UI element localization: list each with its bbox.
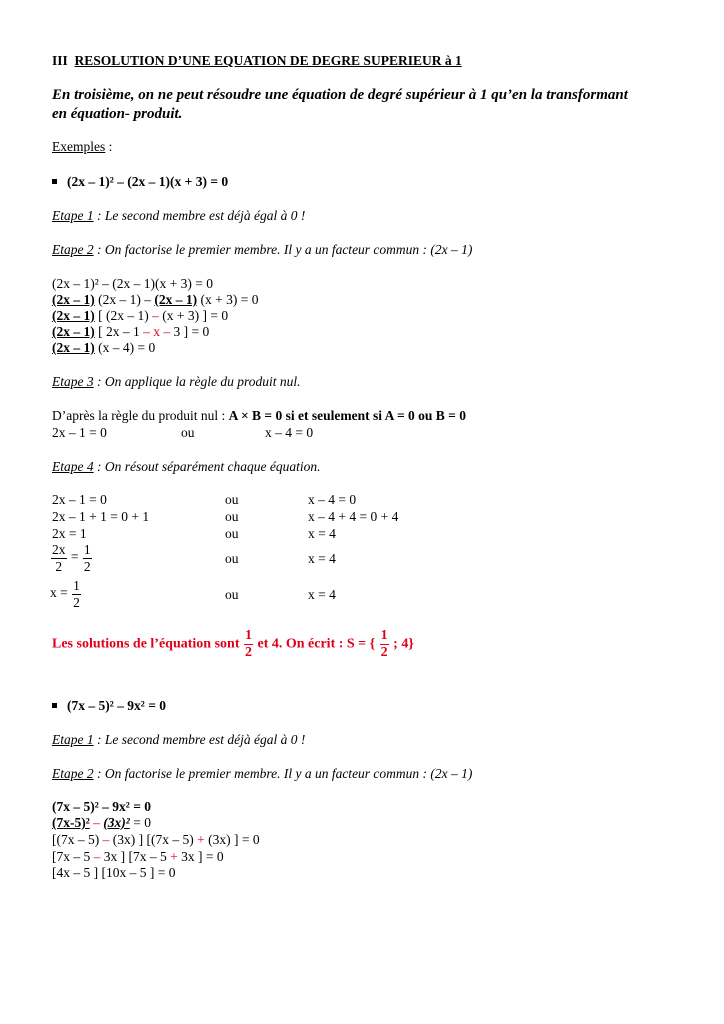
ex1-solution: Les solutions de l’équation sont $\frac{1}{2}$ et 4. On écrit : S = { $\frac{1}{2}$ ; 4} [52, 628, 414, 660]
ex2-factor-line-4: [7x – 5 – 3x ] [7x – 5 + 3x ] = 0 [52, 849, 224, 864]
solve-row-2-right: x – 4 + 4 = 0 + 4 [308, 509, 399, 524]
fraction: $\frac{1}{2}$ [83, 542, 91, 574]
intro-line-1: En troisième, on ne peut résoudre une équation de degré supérieur à 1 qu’en la transformant [52, 87, 628, 103]
example-1-equation: (2x – 1)² – (2x – 1)(x + 3) = 0 [52, 175, 228, 189]
solve-row-3-or: ou [225, 526, 239, 541]
ex2-factor-line-5: [4x – 5 ] [10x – 5 ] = 0 [52, 865, 176, 880]
solve-row-2-left: 2x – 1 + 1 = 0 + 1 [52, 509, 150, 524]
solve-row-2-or: ou [225, 509, 239, 524]
ex2-factor-line-2: (7x-5)² – (3x)² = 0 [52, 815, 151, 830]
ex1-factor-line-3: (2x – 1) [ (2x – 1) – (x + 3) ] = 0 [52, 308, 229, 323]
solve-row-5-left: x = $\frac{1}{2}$ [50, 578, 80, 610]
ex2-factor-line-3: [(7x – 5) – (3x) ] [(7x – 5) + (3x) ] = 0 [52, 832, 260, 847]
ex2-step1: Etape 1 : Le second membre est déjà égal à 0 ! [52, 732, 306, 747]
example-2-equation: (7x – 5)² – 9x² = 0 [52, 699, 166, 713]
solve-row-5-or: ou [225, 587, 239, 602]
fraction: $\frac{1}{2}$ [244, 628, 252, 660]
intro-line-2: en équation- produit. [52, 106, 183, 122]
ex1-factor-line-1: (2x – 1)² – (2x – 1)(x + 3) = 0 [52, 276, 213, 291]
ex1-split-left: 2x – 1 = 0 [52, 425, 107, 440]
solve-row-3-right: x = 4 [308, 526, 336, 541]
section-number: III [52, 53, 68, 68]
ex1-step1: Etape 1 : Le second membre est déjà égal à 0 ! [52, 208, 306, 223]
fraction: $\frac{2x}{2}$ [52, 542, 66, 574]
ex1-factor-line-2: (2x – 1) (2x – 1) – (2x – 1) (x + 3) = 0 [52, 292, 259, 307]
bullet-icon [52, 179, 57, 184]
ex1-step3: Etape 3 : On applique la règle du produit nul. [52, 374, 301, 389]
solve-row-1-or: ou [225, 492, 239, 507]
solve-row-5-right: x = 4 [308, 587, 336, 602]
ex1-step4: Etape 4 : On résout séparément chaque équation. [52, 459, 321, 474]
ex1-step2: Etape 2 : On factorise le premier membre. Il y a un facteur commun : (2x – 1) [52, 242, 473, 257]
solve-row-4-or: ou [225, 551, 239, 566]
solve-row-1-right: x – 4 = 0 [308, 492, 357, 507]
ex1-rule: D’après la règle du produit nul : A × B = 0 si et seulement si A = 0 ou B = 0 [52, 408, 466, 423]
ex1-factor-line-4: (2x – 1) [ 2x – 1 – x – 3 ] = 0 [52, 324, 210, 339]
ex1-split-right: x – 4 = 0 [265, 425, 314, 440]
ex2-step2: Etape 2 : On factorise le premier membre. Il y a un facteur commun : (2x – 1) [52, 766, 473, 781]
ex1-factor-line-5: (2x – 1) (x – 4) = 0 [52, 340, 156, 355]
examples-heading: Exemples : [52, 139, 113, 154]
solve-row-3-left: 2x = 1 [52, 526, 87, 541]
solve-row-1-left: 2x – 1 = 0 [52, 492, 107, 507]
solve-row-4-right: x = 4 [308, 551, 336, 566]
ex1-split-or: ou [181, 425, 195, 440]
solve-row-4-left: $\frac{2x}{2}$ = $\frac{1}{2}$ [52, 542, 91, 574]
fraction: $\frac{1}{2}$ [73, 578, 80, 610]
examples-label: Exemples [52, 139, 106, 154]
fraction: $\frac{1}{2}$ [380, 628, 388, 660]
bullet-icon [52, 703, 57, 708]
section-title-text: RESOLUTION D’UNE EQUATION DE DEGRE SUPERIEUR à 1 [74, 53, 462, 68]
section-title [52, 54, 462, 68]
ex2-factor-line-1: (7x – 5)² – 9x² = 0 [52, 799, 152, 814]
